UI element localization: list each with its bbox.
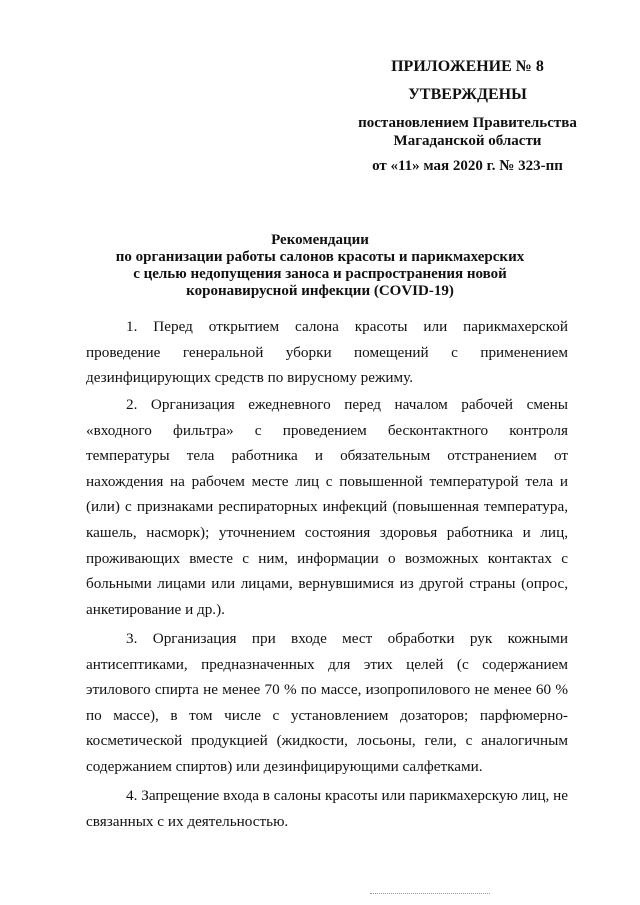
paragraph-4	[86, 783, 568, 834]
title-line: Рекомендации	[271, 232, 369, 248]
decree-reference: постановлением Правительства Магаданской области	[358, 115, 577, 149]
approved-label: УТВЕРЖДЕНЫ	[408, 86, 527, 103]
paragraph-text: 3. Организация при входе мест обработки рук кожными антисептиками, предназначенных для этих целей (с содержанием этилового спирта не менее 70 % по массе, изопропилового не менее 60 % по массе), в том числе с установлением дозаторов; парфюмерно-косметической продукцией (жидкости, лосьоны, гели, с аналогичным содержанием спиртов) или дезинфицирующими салфетками.	[86, 630, 568, 775]
paragraph-text: 2. Организация ежедневного перед началом рабочей смены «входного фильтра» с проведением бесконтактного контроля температуры тела работника и обязательным отстранением от нахождения на рабочем месте лиц с повышенной температурой тела и (или) с признаками респираторных инфекций (повышенная температура, кашель, насморк); уточнением состояния здоровья работника и лиц, проживающих вместе с ним, информации о возможных контактах с больными лицами или лицами, вернувшимися из другой страны (опрос, анкетирование и др.).	[86, 396, 568, 618]
title-line: коронавирусной инфекции (COVID-19)	[186, 283, 454, 299]
title-line: с целью недопущения заноса и распространения новой	[133, 266, 507, 282]
paragraph-text: 1. Перед открытием салона красоты или парикмахерской проведение генеральной уборки помещений с применением дезинфицирующих средств по вирусному режиму.	[86, 318, 568, 387]
paragraph-text: 4. Запрещение входа в салоны красоты или парикмахерскую лиц, не связанных с их деятельностью.	[86, 787, 568, 830]
paragraph-3	[86, 626, 568, 780]
decree-date: от «11» мая 2020 г. № 323-пп	[372, 158, 563, 174]
scan-artifact	[370, 893, 490, 895]
title-line: по организации работы салонов красоты и парикмахерских	[115, 249, 525, 265]
paragraph-1	[86, 314, 568, 391]
document-title	[60, 232, 580, 300]
paragraph-2	[86, 392, 568, 622]
annex-number: ПРИЛОЖЕНИЕ № 8	[391, 58, 544, 75]
